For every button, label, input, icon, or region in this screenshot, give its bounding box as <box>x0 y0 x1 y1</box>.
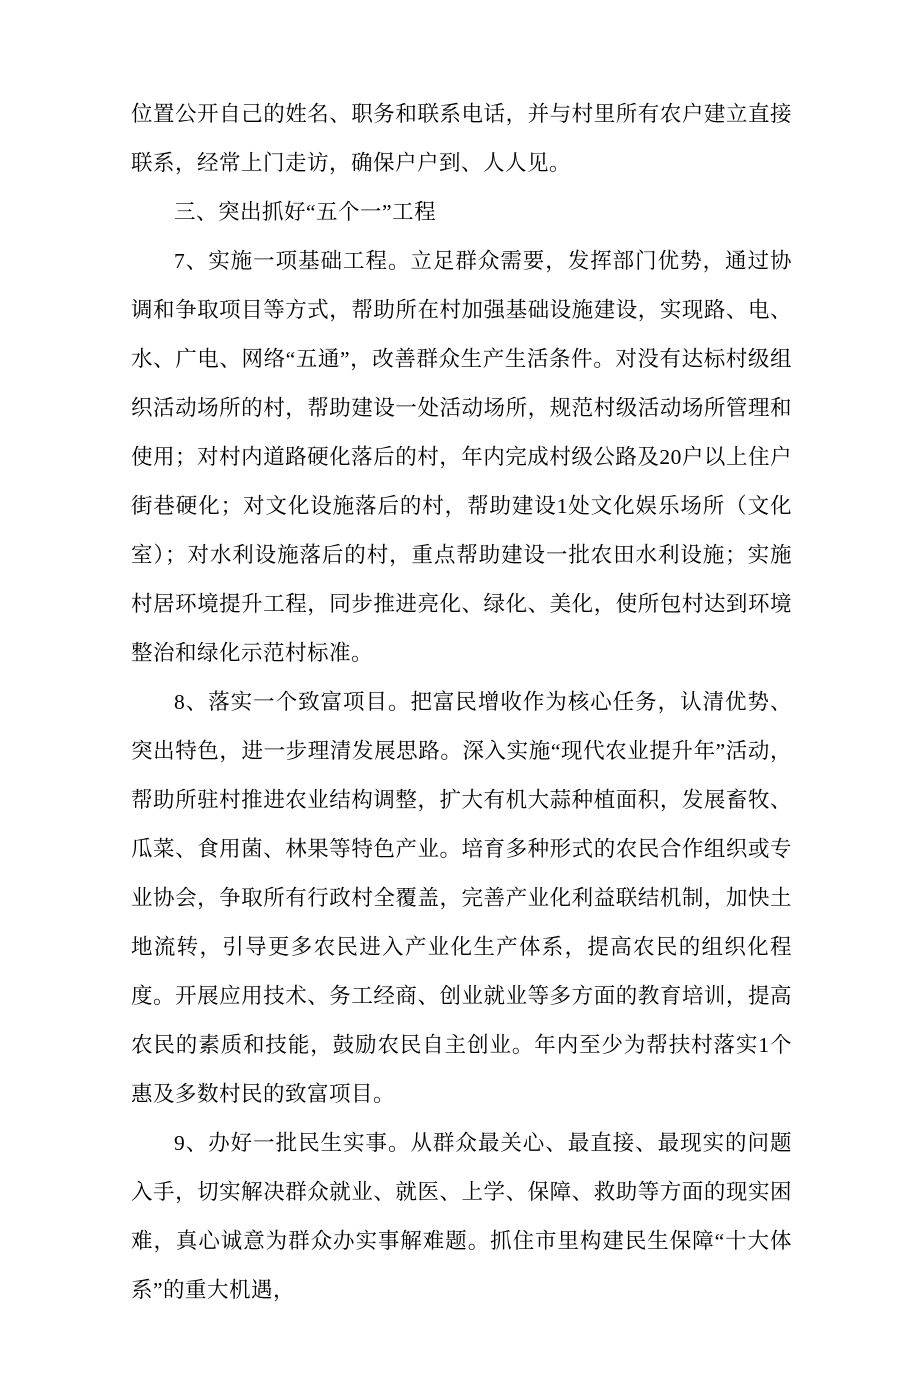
paragraph-item-9: 9、办好一批民生实事。从群众最关心、最直接、最现实的问题入手，切实解决群众就业、就医、上学、保障、救助等方面的现实困难，真心诚意为群众办实事解难题。抓住市里构建民生保障“十大体系”的重大机遇， <box>131 1131 792 1302</box>
paragraph-item-8: 8、落实一个致富项目。把富民增收作为核心任务，认清优势、突出特色，进一步理清发展思路。深入实施“现代农业提升年”活动，帮助所驻村推进农业结构调整，扩大有机大蒜种植面积，发展畜牧、瓜菜、食用菌、林果等特色产业。培育多种形式的农民合作组织或专业协会，争取所有行政村全覆盖，完善产业化利益联结机制，加快土地流转，引导更多农民进入产业化生产体系，提高农民的组织化程度。开展应用技术、务工经商、创业就业等多方面的教育培训，提高农民的素质和技能，鼓励农民自主创业。年内至少为帮扶村落实1个惠及多数村民的致富项目。 <box>131 690 792 1106</box>
document-body <box>131 90 792 1315</box>
paragraph-item-7: 7、实施一项基础工程。立足群众需要，发挥部门优势，通过协调和争取项目等方式，帮助所在村加强基础设施建设，实现路、电、水、广电、网络“五通”，改善群众生产生活条件。对没有达标村级组织活动场所的村，帮助建设一处活动场所，规范村级活动场所管理和使用；对村内道路硬化落后的村，年内完成村级公路及20户以上住户街巷硬化；对文化设施落后的村，帮助建设1处文化娱乐场所（文化室）；对水利设施落后的村，重点帮助建设一批农田水利设施；实施村居环境提升工程，同步推进亮化、绿化、美化，使所包村达到环境整治和绿化示范村标准。 <box>131 249 792 665</box>
paragraph-continuation: 位置公开自己的姓名、职务和联系电话，并与村里所有农户建立直接联系，经常上门走访，确保户户到、人人见。 <box>131 102 792 175</box>
section-heading: 三、突出抓好“五个一”工程 <box>174 200 437 224</box>
